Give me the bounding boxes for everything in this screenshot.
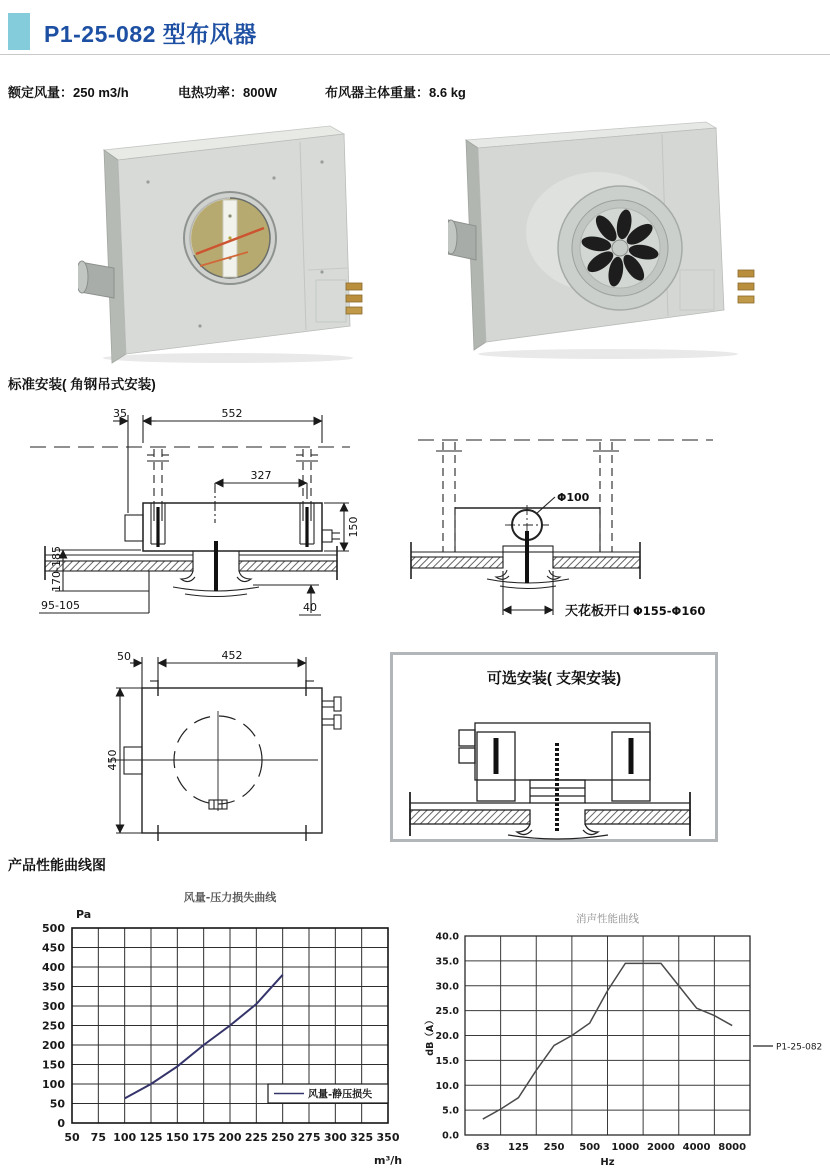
svg-text:40.0: 40.0 (435, 931, 459, 943)
svg-text:Hz: Hz (600, 1157, 615, 1168)
svg-text:Pa: Pa (76, 908, 92, 921)
acoustic-performance-chart (415, 896, 830, 1175)
svg-text:1000: 1000 (611, 1142, 640, 1153)
svg-text:15.0: 15.0 (435, 1055, 459, 1067)
dim-duct-offset: 35 (113, 407, 127, 420)
dim-unit-height: 150 (347, 516, 360, 538)
svg-text:0: 0 (57, 1117, 65, 1130)
side-view-drawing (403, 413, 738, 628)
performance-heading: 产品性能曲线图 (8, 857, 106, 873)
svg-text:325: 325 (350, 1131, 374, 1144)
electrical-terminals (346, 283, 362, 314)
header-divider (0, 54, 830, 55)
svg-text:500: 500 (579, 1142, 601, 1153)
spec-weight-label: 布风器主体重量： (325, 85, 430, 100)
spec-weight-value: 8.6 kg (429, 85, 466, 100)
dim-duct-offset-top: 50 (117, 650, 131, 663)
svg-text:30.0: 30.0 (435, 981, 459, 993)
svg-text:125: 125 (508, 1142, 529, 1153)
svg-text:4000: 4000 (682, 1142, 711, 1153)
svg-text:450: 450 (42, 941, 65, 955)
svg-text:125: 125 (139, 1131, 163, 1144)
svg-text:10.0: 10.0 (435, 1080, 459, 1092)
product-photo-diffuser (448, 120, 768, 365)
electrical-terminals (738, 270, 754, 303)
svg-text:200: 200 (42, 1039, 65, 1052)
svg-text:25.0: 25.0 (435, 1006, 459, 1018)
svg-text:风量-静压损失: 风量-静压损失 (308, 1089, 373, 1101)
dim-hanger-span: 452 (221, 649, 243, 662)
top-view-drawing (28, 643, 363, 853)
accent-square (8, 13, 30, 50)
optional-install-title: 可选安装( 支架安装) (486, 670, 622, 687)
dim-drop-range: 170-185 (50, 546, 63, 592)
svg-text:100: 100 (42, 1078, 65, 1091)
svg-text:300: 300 (42, 1000, 65, 1013)
svg-text:消声性能曲线: 消声性能曲线 (576, 913, 639, 925)
spec-weight (325, 82, 466, 101)
page-title: P1-25-082 型布风器 (44, 21, 257, 47)
svg-text:0.0: 0.0 (442, 1130, 459, 1142)
svg-text:200: 200 (218, 1131, 242, 1144)
dim-face-depth: 40 (303, 601, 317, 614)
pressure-loss-chart (40, 888, 412, 1175)
product-photo-front (78, 120, 368, 365)
svg-text:300: 300 (323, 1131, 347, 1144)
bracket-install-drawing (393, 688, 715, 840)
svg-text:275: 275 (297, 1131, 321, 1144)
spec-heating-power (178, 82, 277, 101)
svg-text:250: 250 (271, 1131, 295, 1144)
dim-unit-depth: 450 (106, 749, 119, 771)
svg-text:m³/h: m³/h (374, 1154, 403, 1167)
page-header (0, 0, 830, 56)
dim-rod-spacing: 327 (250, 469, 272, 482)
svg-text:风量-压力损失曲线: 风量-压力损失曲线 (183, 891, 277, 904)
svg-text:75: 75 (90, 1131, 106, 1144)
inspection-opening (184, 192, 276, 284)
svg-text:150: 150 (42, 1058, 65, 1072)
svg-text:350: 350 (42, 980, 65, 994)
dim-clearance-range: 95-105 (41, 599, 80, 612)
svg-text:P1-25-082: P1-25-082 (776, 1042, 823, 1053)
standard-install-heading: 标准安装( 角钢吊式安装) (8, 377, 156, 392)
svg-text:250: 250 (42, 1019, 65, 1033)
spec-heating-power-label: 电热功率： (178, 85, 244, 100)
spec-airflow (8, 82, 129, 101)
svg-text:2000: 2000 (647, 1142, 675, 1153)
svg-text:63: 63 (475, 1142, 490, 1153)
optional-install-panel (390, 652, 718, 842)
svg-text:175: 175 (192, 1131, 216, 1144)
svg-text:350: 350 (376, 1131, 400, 1144)
svg-text:500: 500 (42, 922, 65, 935)
svg-text:100: 100 (113, 1131, 137, 1144)
svg-text:50: 50 (49, 1097, 65, 1111)
front-view-drawing (25, 403, 360, 638)
ceiling-opening-label: 天花板开口 (565, 604, 631, 619)
svg-text:250: 250 (543, 1142, 565, 1153)
svg-text:225: 225 (244, 1131, 268, 1144)
svg-text:20.0: 20.0 (435, 1031, 459, 1042)
svg-text:35.0: 35.0 (435, 956, 459, 968)
spec-heating-power-value: 800W (243, 85, 277, 100)
svg-text:150: 150 (165, 1131, 189, 1144)
dim-unit-width: 552 (221, 407, 243, 420)
spec-row (0, 82, 830, 102)
spec-airflow-value: 250 m3/h (73, 85, 129, 100)
ceiling-opening-range: Φ155-Φ160 (633, 604, 706, 618)
svg-text:400: 400 (42, 961, 65, 974)
spec-airflow-label: 额定风量： (8, 85, 74, 100)
svg-text:dB（A）: dB（A） (425, 1015, 436, 1056)
svg-text:5.0: 5.0 (442, 1105, 459, 1117)
svg-text:50: 50 (64, 1131, 80, 1144)
dim-duct-diameter: Φ100 (557, 491, 590, 504)
svg-text:8000: 8000 (718, 1142, 747, 1153)
